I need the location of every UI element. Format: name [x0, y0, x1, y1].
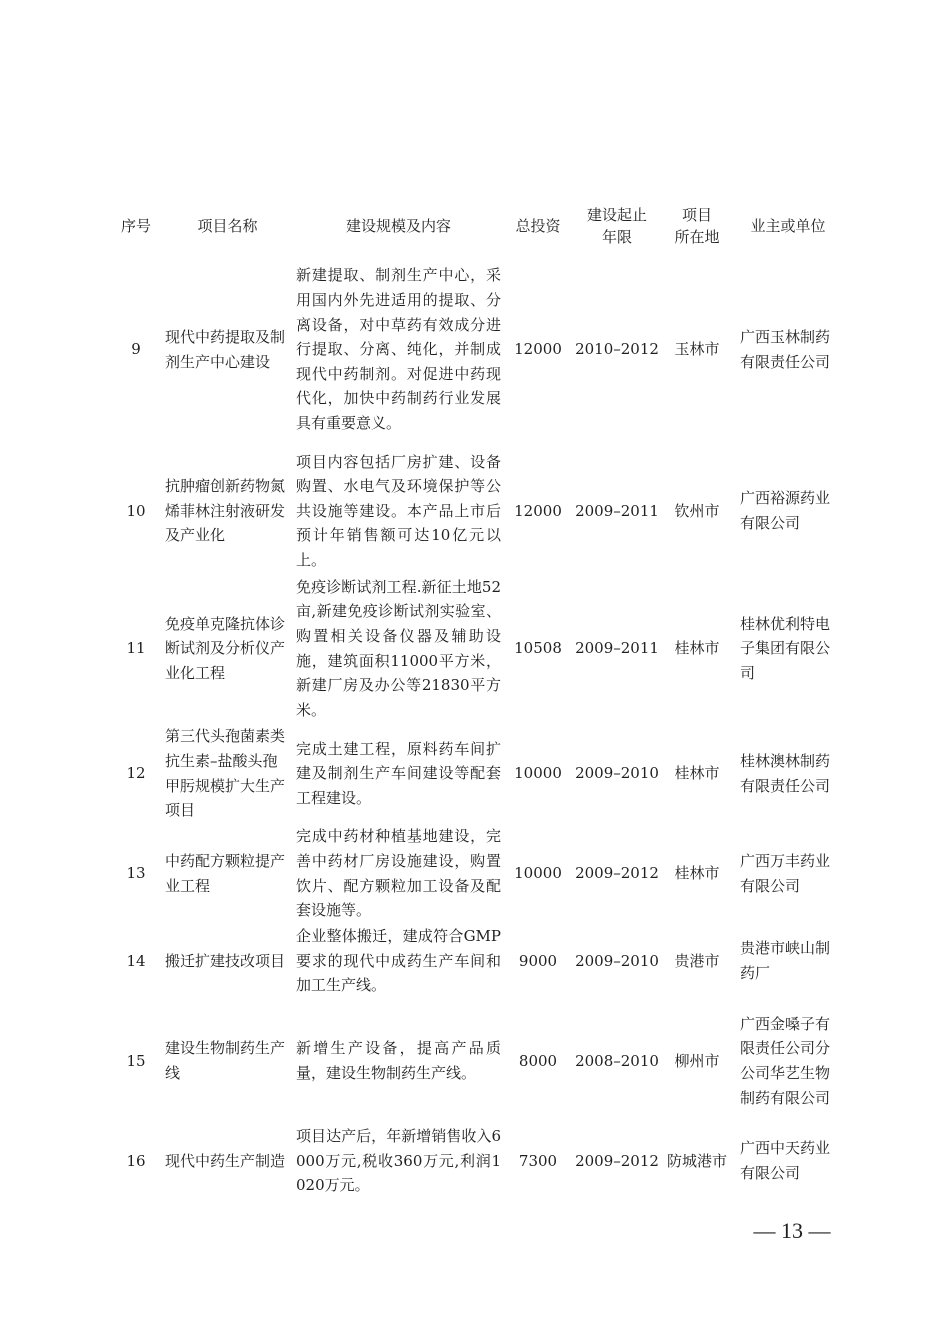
cell-investment: 10000: [514, 764, 562, 783]
cell-scope: 新增生产设备，提高产品质量，建设生物制药生产线。: [296, 1039, 501, 1082]
cell-investment: 9000: [518, 951, 558, 970]
cell-period: 2009–2011: [575, 639, 659, 658]
cell-owner: 广西裕源药业有限公司: [740, 489, 831, 532]
cell-scope: 完成土建工程，原料药车间扩建及制剂生产车间建设等配套工程建设。: [296, 739, 501, 807]
cell-location: 桂林市: [674, 764, 720, 783]
cell-location: 桂林市: [674, 864, 720, 883]
cell-period: 2009–2010: [575, 951, 659, 970]
cell-period: 2008–2010: [575, 1051, 659, 1070]
header-investment: 总投资: [515, 217, 561, 235]
cell-location: 防城港市: [666, 1151, 727, 1170]
cell-location: 桂林市: [674, 639, 720, 658]
cell-project-name: 现代中药生产制造: [165, 1151, 286, 1170]
cell-investment: 10508: [514, 639, 562, 658]
cell-no: 15: [126, 1051, 146, 1070]
cell-location: 玉林市: [674, 340, 720, 359]
cell-no: 13: [126, 864, 146, 883]
cell-investment: 7300: [518, 1151, 558, 1170]
cell-project-name: 现代中药提取及制剂生产中心建设: [165, 327, 286, 371]
cell-project-name: 免疫单克隆抗体诊断试剂及分析仪产业化工程: [165, 614, 286, 682]
cell-scope: 企业整体搬迁，建成符合GMP要求的现代中成药生产车间和加工生产线。: [296, 927, 501, 995]
cell-owner: 贵港市峡山制药厂: [740, 939, 831, 982]
cell-investment: 10000: [514, 864, 562, 883]
cell-scope: 新建提取、制剂生产中心，采用国内外先进适用的提取、分离设备，对中草药有效成分进行提取、分离、纯化，并制成现代中药制剂。对促进中药现代化，加快中药制药行业发展具有重要意义。: [296, 266, 501, 432]
cell-owner: 广西万丰药业有限公司: [740, 851, 831, 895]
cell-period: 2009–2012: [575, 864, 659, 883]
cell-owner: 广西中天药业有限公司: [740, 1139, 831, 1182]
cell-investment: 12000: [514, 340, 562, 359]
cell-period: 2010–2012: [575, 340, 659, 359]
header-no: 序号: [120, 217, 151, 235]
cell-owner: 广西金嗓子有限责任公司分公司华艺生物制药有限公司: [740, 1014, 831, 1107]
header-scope: 建设规模及内容: [345, 217, 451, 235]
page-number: — 13 —: [753, 1218, 831, 1243]
cell-period: 2009–2011: [575, 501, 659, 520]
cell-no: 11: [126, 639, 146, 658]
cell-location: 柳州市: [674, 1051, 720, 1070]
cell-no: 9: [131, 340, 141, 359]
cell-no: 10: [126, 501, 146, 520]
cell-scope: 项目达产后，年新增销售收入6000万元,税收360万元,利润1020万元。: [296, 1127, 501, 1195]
header-owner: 业主或单位: [750, 217, 826, 235]
cell-no: 14: [126, 951, 146, 970]
header-period: 建设起止 年限: [586, 206, 647, 246]
cell-scope: 项目内容包括厂房扩建、设备购置、水电气及环境保护等公共设施等建设。本产品上市后预计年销售额可达10亿元以上。: [296, 452, 501, 569]
cell-location: 钦州市: [674, 501, 720, 520]
cell-scope: 免疫诊断试剂工程.新征土地52亩,新建免疫诊断试剂实验室、购置相关设备仪器及辅助设施，建筑面积11000平方米，新建厂房及办公等21830平方米。: [296, 577, 501, 719]
cell-location: 贵港市: [674, 951, 720, 970]
cell-project-name: 建设生物制药生产线: [165, 1039, 286, 1082]
cell-owner: 广西玉林制药有限责任公司: [740, 327, 831, 371]
cell-owner: 桂林优利特电子集团有限公司: [740, 614, 831, 682]
header-location: 项目 所在地: [674, 206, 720, 246]
cell-project-name: 中药配方颗粒提产业工程: [165, 851, 286, 895]
cell-no: 16: [126, 1151, 146, 1170]
cell-owner: 桂林澳林制药有限责任公司: [740, 751, 831, 795]
cell-scope: 完成中药材种植基地建设，完善中药材厂房设施建设，购置饮片、配方颗粒加工设备及配套设施等。: [296, 827, 501, 920]
cell-investment: 8000: [518, 1051, 558, 1070]
cell-investment: 12000: [514, 501, 562, 520]
cell-period: 2009–2010: [575, 764, 659, 783]
cell-period: 2009–2012: [575, 1151, 659, 1170]
header-project-name: 项目名称: [197, 217, 258, 235]
cell-project-name: 第三代头孢菌素类抗生素–盐酸头孢甲肟规模扩大生产项目: [165, 727, 286, 820]
cell-project-name: 抗肿瘤创新药物氮烯菲林注射液研发及产业化: [165, 477, 286, 545]
cell-project-name: 搬迁扩建技改项目: [165, 951, 286, 970]
cell-no: 12: [126, 764, 146, 783]
